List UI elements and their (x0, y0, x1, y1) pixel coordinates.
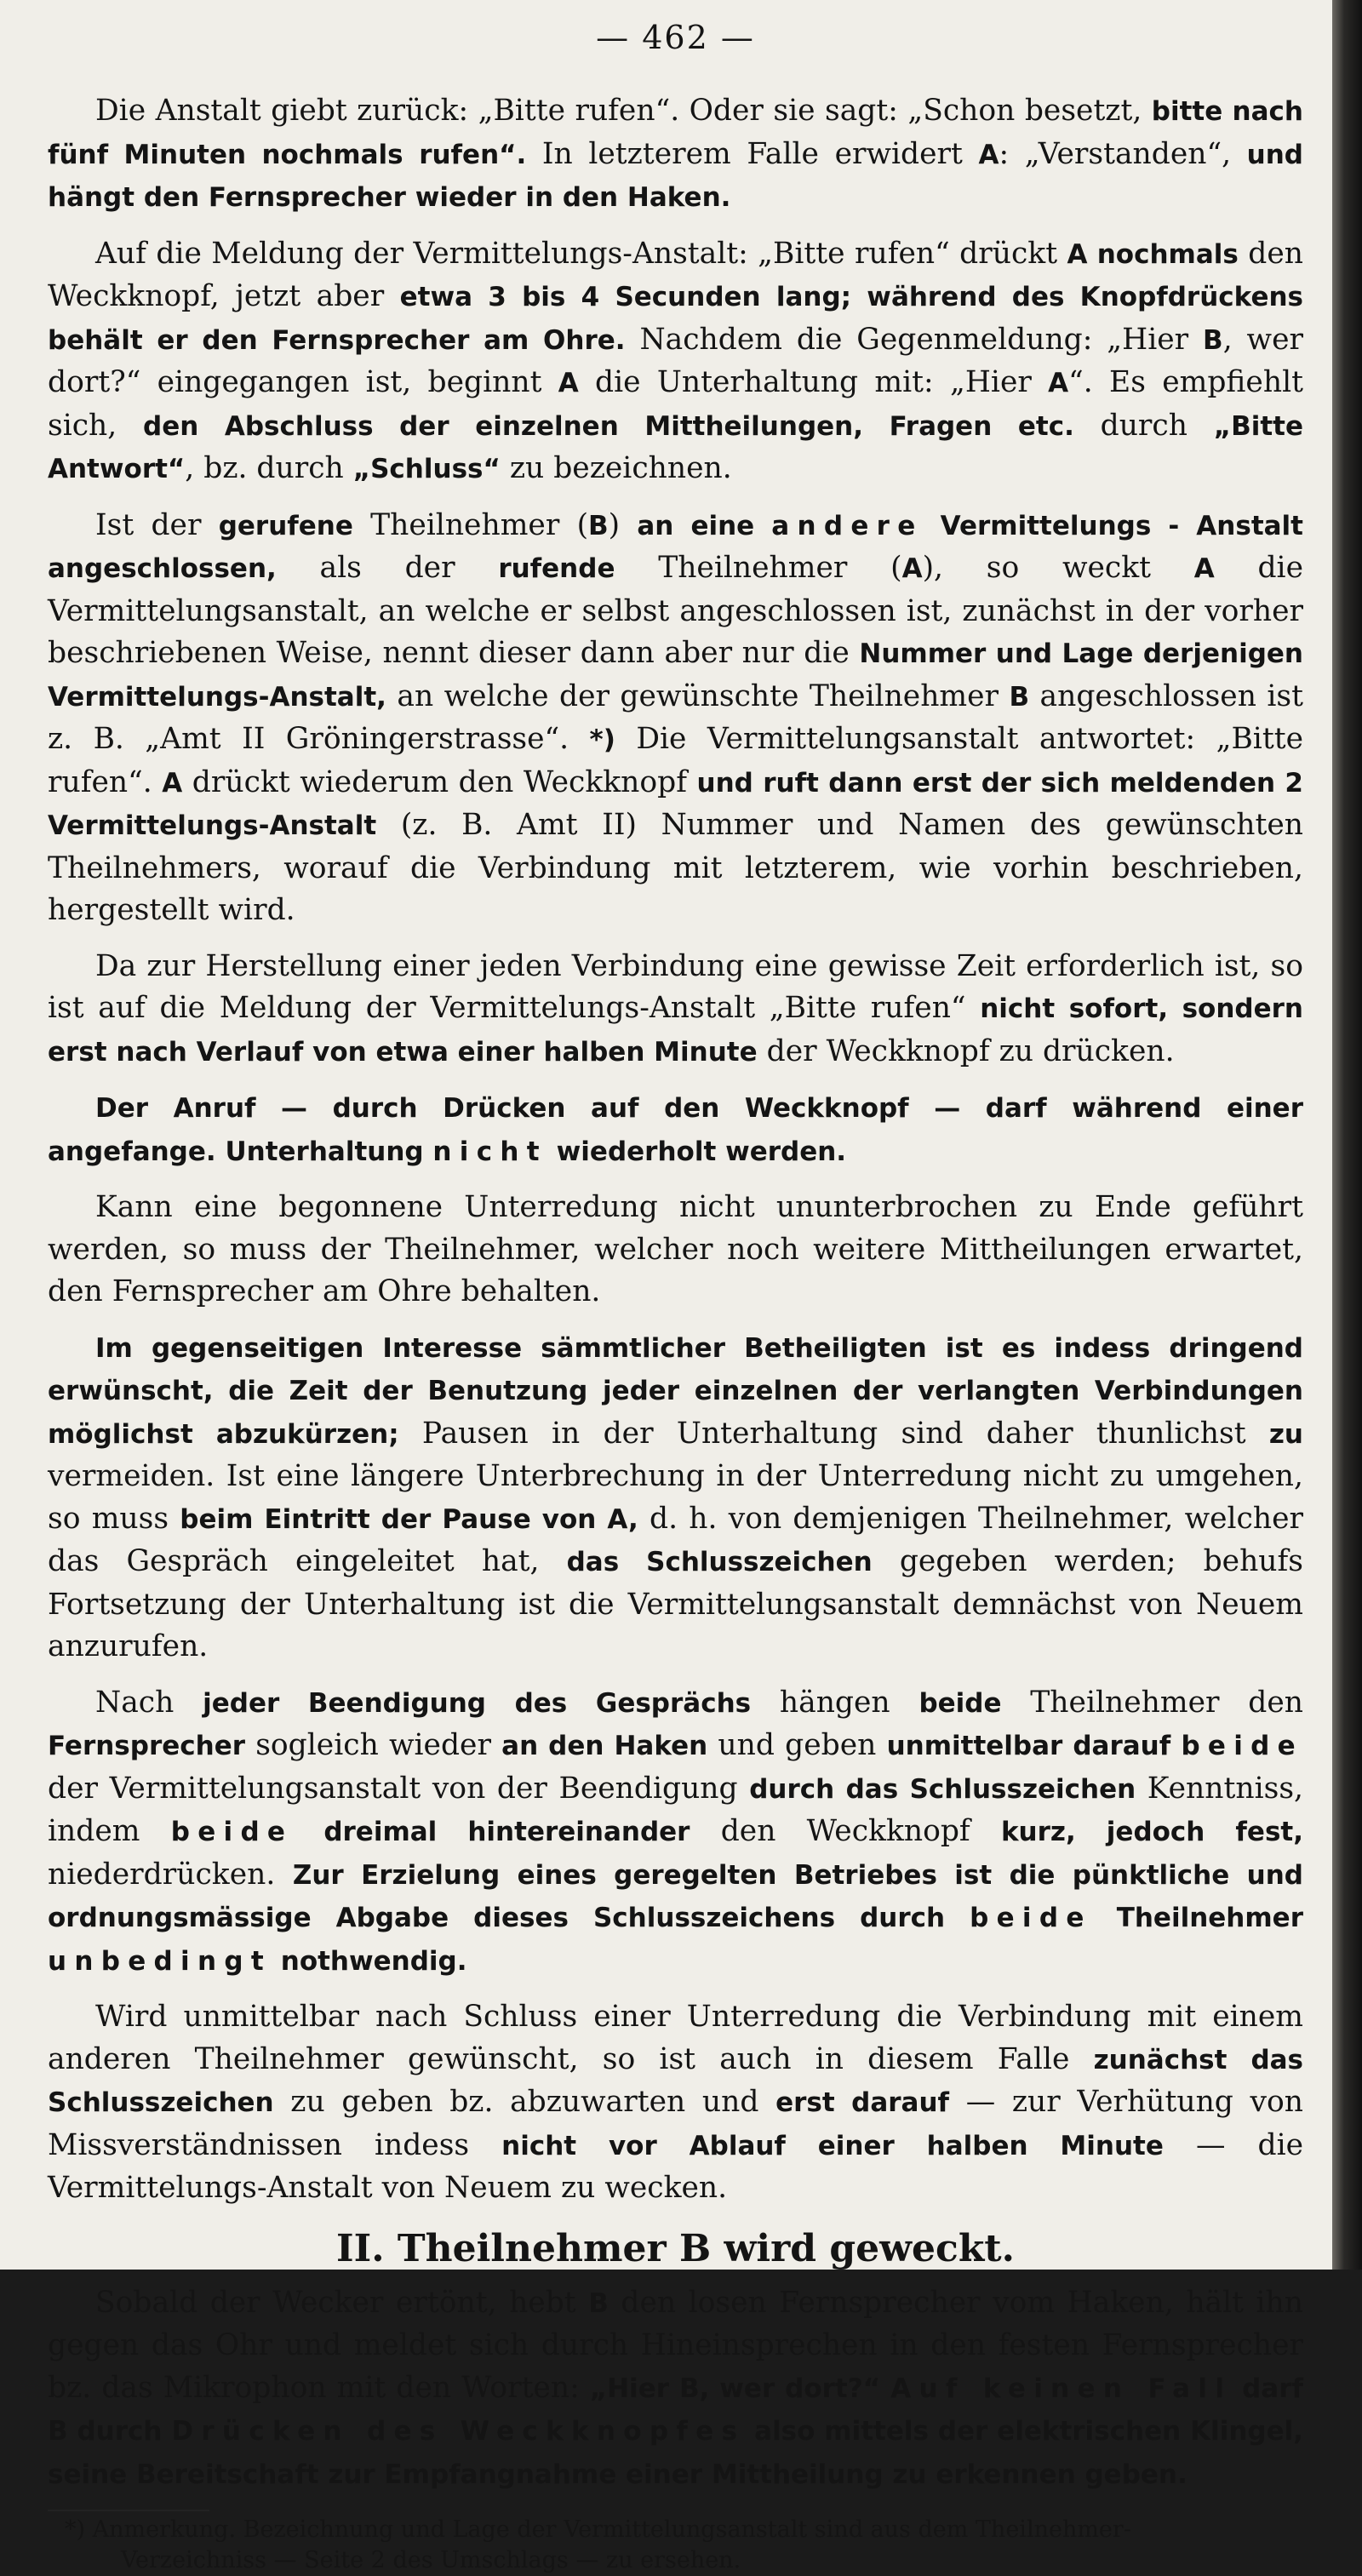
text-run (403, 137, 420, 171)
footnote-line-1: Anmerkung. Bezeichnung und Lage der Vermittelungsanstalt sind aus dem Theilnehmer- (92, 2516, 1131, 2543)
emphasized-text: A (162, 767, 183, 799)
emphasized-text: bitte nach fünf Minuten nochmals (48, 96, 1303, 170)
emphasized-text: A (1193, 553, 1215, 584)
text-run: Die Anstalt giebt zurück: „Bitte rufen“. Oder sie sagt: „Schon besetzt, (95, 94, 1152, 128)
footnote-marker: *) (65, 2516, 86, 2543)
paragraph (48, 1996, 1303, 2210)
text-run: Die Vermittelungsanstalt antwortet: „Bitte rufen“. (48, 722, 1303, 799)
emphasized-text: durch das Schlusszeichen (749, 1773, 1136, 1805)
emphasized-text: das Schlusszeichen (566, 1547, 873, 1577)
text-run: die Unterhaltung mit: „Hier (578, 365, 1049, 399)
emphasized-text: „Bitte Antwort“ (48, 410, 1303, 484)
text-run: , wer dort?“ eingegangen ist, beginnt (48, 322, 1303, 399)
text-run: , bz. durch (185, 451, 353, 485)
emphasized-text: nothwendig. (271, 1945, 467, 1977)
emphasized-text: jeder Beendigung des Gesprächs (203, 1687, 752, 1719)
paragraph (48, 505, 1303, 932)
footnote-rule (48, 2510, 209, 2511)
emphasized-text: Fernsprecher (48, 1731, 246, 1761)
emphasized-text: beide (1181, 1731, 1303, 1761)
paragraph (48, 233, 1303, 491)
emphasized-text: zunächst das Schlusszeichen (48, 2044, 1304, 2118)
emphasized-text: Vermittelungs - Anstalt angeschlossen, (48, 510, 1303, 584)
text-run: den losen Fernsprecher vom Haken, hält ihn gegen das Ohr und meldet sich durch Hineinsprechen in den festen Fernsprecher bz. das Mikrophon mit den Worten: (48, 2285, 1303, 2405)
emphasized-text: rufen“. (419, 139, 527, 170)
emphasized-text: wiederholt werden. (547, 1136, 847, 1167)
text-run: als der (276, 551, 499, 585)
emphasized-text: also mittels der elektrischen Klingel, seine Bereitschaft zur Empfangnahme einer Mittheilung zu erkennen geben. (48, 2416, 1304, 2490)
text-run: Sobald der Wecker ertönt, hebt (95, 2285, 589, 2320)
text-run: Nachdem die Gegenmeldung: „Hier (625, 322, 1204, 357)
emphasized-text: Der Anruf — durch Drücken auf den Weckknopf — darf während einer angefange. Unterhaltung (48, 1093, 1303, 1167)
body-text (48, 90, 1303, 2210)
text-run: niederdrücken. (48, 1857, 293, 1892)
emphasized-text: Theilnehmer (1091, 1903, 1303, 1933)
text-run: — die Vermittelungs-Anstalt von Neuem zu wecken. (48, 2127, 1304, 2205)
emphasized-text: B (588, 2287, 609, 2319)
footnote-line-2: Verzeichniss — Seite 2 des Umschlags — zu ersehen. (121, 2547, 741, 2573)
emphasized-text: A (558, 368, 579, 398)
emphasized-text: dreimal hintereinander (293, 1817, 690, 1847)
emphasized-text: A (978, 139, 999, 170)
emphasized-text: etwa 3 bis 4 Secunden lang; während des Knopfdrückens behält er den Fernsprecher am Ohre. (48, 282, 1303, 356)
emphasized-text: und hängt den Fernsprecher wieder in den Haken. (48, 139, 1304, 213)
emphasized-text: beim Eintritt der Pause von A, (180, 1503, 638, 1535)
text-run: den Weckknopf, jetzt aber (48, 236, 1303, 313)
text-run: Ist der (95, 507, 219, 542)
paragraph (48, 1682, 1303, 1984)
section-heading: II. Theilnehmer B wird geweckt. (336, 2226, 1015, 2270)
emphasized-text: und ruft dann erst der sich meldenden 2 Vermittelungs-Anstalt (48, 767, 1303, 841)
section-text (48, 2282, 1303, 2497)
text-run: Theilnehmer ( (615, 551, 902, 585)
text-run: durch (1073, 408, 1214, 443)
text-run: zu geben bz. abzuwarten und (273, 2085, 776, 2119)
paragraph (48, 2282, 1303, 2497)
text-run: d. h. von demjenigen Theilnehmer, welcher das Gespräch eingeleitet hat, (48, 1501, 1303, 1578)
text-run: ) (608, 507, 638, 542)
emphasized-text: an eine (637, 510, 772, 541)
page-number: — 462 — (596, 19, 755, 56)
emphasized-text: unmittelbar darauf (886, 1731, 1171, 1761)
text-run: Nach (95, 1685, 203, 1720)
emphasized-text: Nummer und Lage derjenigen Vermittelungs-Anstalt, (48, 638, 1303, 713)
text-run: Theilnehmer den (1001, 1685, 1304, 1720)
emphasized-text: Im gegenseitigen Interesse sämmtlicher Betheiligten ist es indess dringend erwünscht, die Zeit der Benutzung jeder einzelnen der verlangten Verbindungen möglichst abzukürzen; (48, 1332, 1303, 1450)
text-run: der Vermittelungsanstalt von der Beendigung (48, 1771, 750, 1806)
text-run: Kenntniss, indem (48, 1771, 1303, 1848)
text-run: vermeiden. Ist eine längere Unterbrechung in der Unterredung nicht zu umgehen, so muss (48, 1459, 1303, 1536)
emphasized-text: den Abschluss der einzelnen Mittheilungen, Fragen etc. (143, 410, 1074, 442)
paragraph (48, 946, 1303, 1074)
text-run: Auf die Meldung der Vermittelungs-Anstalt: „Bitte rufen“ drückt (95, 236, 1067, 271)
emphasized-text: darf B durch (48, 2373, 1304, 2447)
footnote (48, 2515, 1303, 2576)
emphasized-text: B (1203, 324, 1223, 356)
emphasized-text: nicht sofort, sondern erst nach Verlauf von etwa einer halben Minute (48, 993, 1303, 1068)
text-run: : „Verstanden“, (999, 136, 1247, 171)
text-run: “. Es empfiehlt sich, (48, 365, 1303, 443)
text-run: zu bezeichnen. (500, 451, 732, 485)
emphasized-text: zu (1268, 1418, 1304, 1450)
emphasized-text: Drücken des Weckknopfes (171, 2416, 746, 2447)
emphasized-text: beide (970, 1903, 1092, 1933)
text-run: Theilnehmer ( (352, 507, 589, 542)
emphasized-text: Auf keinen Fall (890, 2373, 1233, 2404)
text-run: Kann eine begonnene Unterredung nicht ununterbrochen zu Ende geführt werden, so muss der Theilnehmer, welcher noch weitere Mittheilungen erwartet, den Fernsprecher am Ohre behalten. (48, 1190, 1303, 1308)
emphasized-text: andere (771, 510, 924, 541)
emphasized-text: kurz, jedoch fest, (1000, 1817, 1303, 1847)
text-run: — zur Verhütung von Missverständnissen indess (48, 2085, 1304, 2162)
emphasized-text: beide (170, 1817, 294, 1847)
text-run: die Vermittelungsanstalt, an welche er selbst angeschlossen ist, zunächst in der vorher beschriebenen Weise, nennt dieser dann aber nur die (48, 551, 1304, 670)
emphasized-text: beide (918, 1687, 1002, 1719)
emphasized-text: B (588, 510, 609, 541)
text-run: der Weckknopf zu drücken. (757, 1033, 1175, 1068)
text-run: hängen (751, 1685, 919, 1720)
emphasized-text: *) (589, 724, 615, 755)
text-run: In letzterem Falle erwidert (526, 136, 979, 171)
emphasized-text: an den Haken (501, 1731, 708, 1761)
text-run: den Weckknopf (690, 1814, 1001, 1848)
text-run: Pausen in der Unterhaltung sind daher thunlichst (398, 1416, 1269, 1451)
emphasized-text: Zur Erzielung eines geregelten Betriebes ist die pünktliche und ordnungsmässige Abgabe dieses Schlusszeichens durch (48, 1859, 1303, 1933)
emphasized-text: B (1009, 681, 1030, 713)
text-run: sogleich wieder (245, 1728, 502, 1762)
paragraph (48, 90, 1303, 220)
text-run: drückt wiederum den Weckknopf (182, 764, 697, 799)
emphasized-text: gerufene (218, 510, 353, 541)
emphasized-text: rufende (498, 553, 615, 584)
emphasized-text: A (1048, 368, 1069, 398)
paragraph (48, 1327, 1303, 1669)
text-run: ), so weckt (922, 551, 1194, 585)
text-run: angeschlossen ist z. B. „Amt II Gröningerstrasse“. (48, 678, 1303, 756)
text-run: Da zur Herstellung einer jeden Verbindung eine gewisse Zeit erforderlich ist, so ist auf die Meldung der Vermittelungs-Anstalt „Bitte rufen“ (48, 948, 1303, 1025)
emphasized-text: erst darauf (775, 2087, 950, 2118)
emphasized-text: nicht vor Ablauf einer halben Minute (501, 2130, 1164, 2161)
emphasized-text: A (901, 553, 923, 584)
text-run: Wird unmittelbar nach Schluss einer Unterredung die Verbindung mit einem anderen Theilnehmer gewünscht, so ist auch in diesem Falle (48, 2000, 1303, 2076)
book-edge (1332, 0, 1362, 2270)
emphasized-text: unbedingt (48, 1945, 272, 1977)
text-run: (z. B. Amt II) Nummer und Namen des gewünschten Theilnehmers, worauf die Verbindung mit letzterem, wie vorhin beschrieben, hergestellt wird. (48, 808, 1303, 927)
emphasized-text: „Schluss“ (352, 454, 501, 484)
emphasized-text: „Hier B, wer dort?“ (589, 2373, 881, 2404)
paragraph (48, 1187, 1303, 1314)
text-run (1170, 1728, 1181, 1762)
text-run: und geben (707, 1728, 887, 1762)
emphasized-text: A nochmals (1067, 238, 1239, 270)
paragraph (48, 1087, 1303, 1173)
text-run (880, 2371, 890, 2405)
emphasized-text: nicht (432, 1136, 547, 1167)
text-run: an welche der gewünschte Theilnehmer (386, 678, 1010, 713)
text-run: gegeben werden; behufs Fortsetzung der Unterhaltung ist die Vermittelungsanstalt demnächst von Neuem anzurufen. (48, 1544, 1303, 1663)
